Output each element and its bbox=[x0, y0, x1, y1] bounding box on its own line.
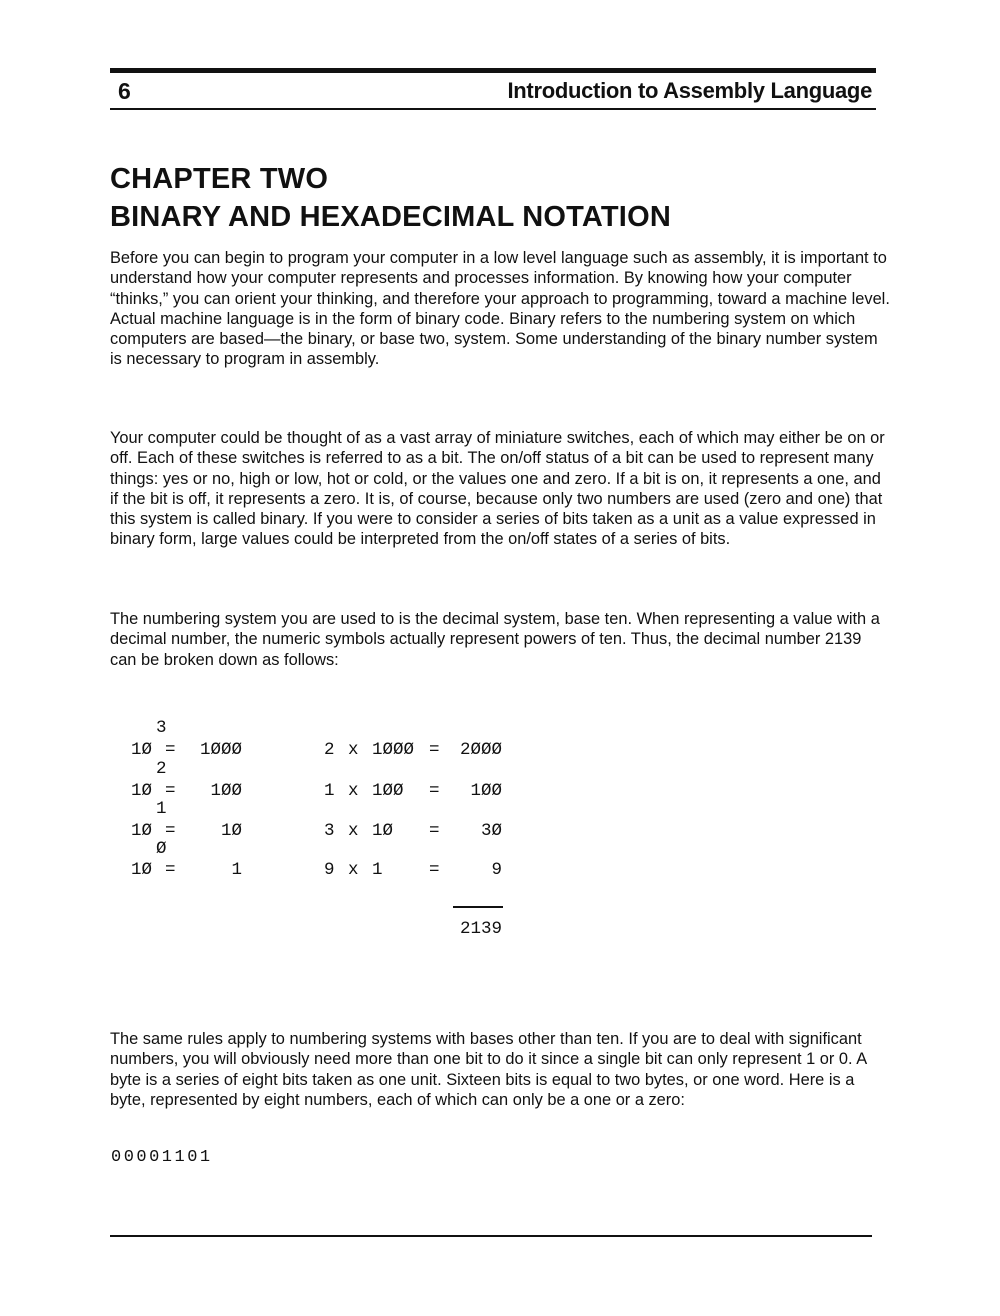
sum-total: 2139 bbox=[459, 919, 502, 939]
digit: 9 bbox=[324, 860, 335, 880]
sum-rule bbox=[453, 906, 503, 908]
equals-sign: = bbox=[165, 740, 176, 760]
product-value: 3Ø bbox=[480, 821, 502, 841]
power-value: 1 bbox=[231, 860, 242, 880]
power-value: 1Ø bbox=[220, 821, 242, 841]
times-sign: x bbox=[348, 740, 359, 760]
product-value: 9 bbox=[491, 860, 502, 880]
place-value: 1 bbox=[372, 860, 383, 880]
page-number: 6 bbox=[118, 78, 131, 104]
equals-sign: = bbox=[429, 860, 440, 880]
exponent: 1 bbox=[156, 799, 167, 819]
chapter-title bbox=[110, 160, 890, 236]
base: 1Ø bbox=[131, 740, 153, 760]
base: 1Ø bbox=[131, 781, 153, 801]
page-header bbox=[110, 78, 876, 110]
times-sign: x bbox=[348, 781, 359, 801]
place-value: 1ØØØ bbox=[372, 740, 415, 760]
equals-sign: = bbox=[165, 821, 176, 841]
digit: 1 bbox=[324, 781, 335, 801]
equals-sign: = bbox=[165, 860, 176, 880]
running-title: Introduction to Assembly Language bbox=[507, 78, 872, 103]
paragraph-bits: Your computer could be thought of as a vast array of miniature switches, each of which may either be on or off. Each of these switches is referred to as a bit. The on/off status of a bit can be used to represent many things: yes or no, high or low, hot or cold, or the values one and zero. If a bit is on, it represents a one, and if the bit is off, it represents a zero. It is, of course, because only two numbers are used (zero and one) that this system is called binary. If you were to consider a series of bits taken as a unit as a value expressed in binary form, large values could be interpreted from the on/off states of a series of bits. bbox=[110, 429, 885, 549]
times-sign: x bbox=[348, 821, 359, 841]
power-value: 1ØØØ bbox=[199, 740, 242, 760]
paragraph-byte: The same rules apply to numbering systems with bases other than ten. If you are to deal with significant numbers, you will obviously need more than one bit to do it since a single bit can only represent 1 or 0. A byte is a series of eight bits taken as one unit. Sixteen bits is equal to two bytes, or one word. Here is a byte, represented by eight numbers, each of which can only be a one or a zero: bbox=[110, 1030, 867, 1109]
exponent: 3 bbox=[156, 718, 167, 738]
footer-rule bbox=[110, 1235, 872, 1237]
place-value: 1ØØ bbox=[372, 781, 404, 801]
paragraph-decimal: The numbering system you are used to is the decimal system, base ten. When representing a value with a decimal number, the numeric symbols actually represent powers of ten. Thus, the decimal number 2139 can be broken down as follows: bbox=[110, 610, 880, 669]
place-value: 1Ø bbox=[372, 821, 394, 841]
exponent: Ø bbox=[156, 839, 167, 859]
base: 1Ø bbox=[131, 821, 153, 841]
digit: 3 bbox=[324, 821, 335, 841]
equals-sign: = bbox=[429, 740, 440, 760]
header-top-rule bbox=[110, 68, 876, 73]
equals-sign: = bbox=[429, 821, 440, 841]
paragraph-intro: Before you can begin to program your computer in a low level language such as assembly, it is important to understand how your computer represents and processes information. By knowing how your computer “thinks,” you can orient your thinking, and therefore your approach to programming, toward a machine level. Actual machine language is in the form of binary code. Binary refers to the numbering system on which computers are based—the binary, or base two, system. Some understanding of the binary number system is necessary to program in assembly. bbox=[110, 249, 890, 369]
exponent: 2 bbox=[156, 759, 167, 779]
chapter-name: BINARY AND HEXADECIMAL NOTATION bbox=[110, 201, 671, 233]
product-value: 2ØØØ bbox=[459, 740, 502, 760]
digit: 2 bbox=[324, 740, 335, 760]
times-sign: x bbox=[348, 860, 359, 880]
power-value: 1ØØ bbox=[210, 781, 242, 801]
product-value: 1ØØ bbox=[470, 781, 502, 801]
base: 1Ø bbox=[131, 860, 153, 880]
chapter-number: CHAPTER TWO bbox=[110, 163, 329, 195]
equals-sign: = bbox=[429, 781, 440, 801]
byte-example: 00001101 bbox=[111, 1148, 213, 1167]
equals-sign: = bbox=[165, 781, 176, 801]
